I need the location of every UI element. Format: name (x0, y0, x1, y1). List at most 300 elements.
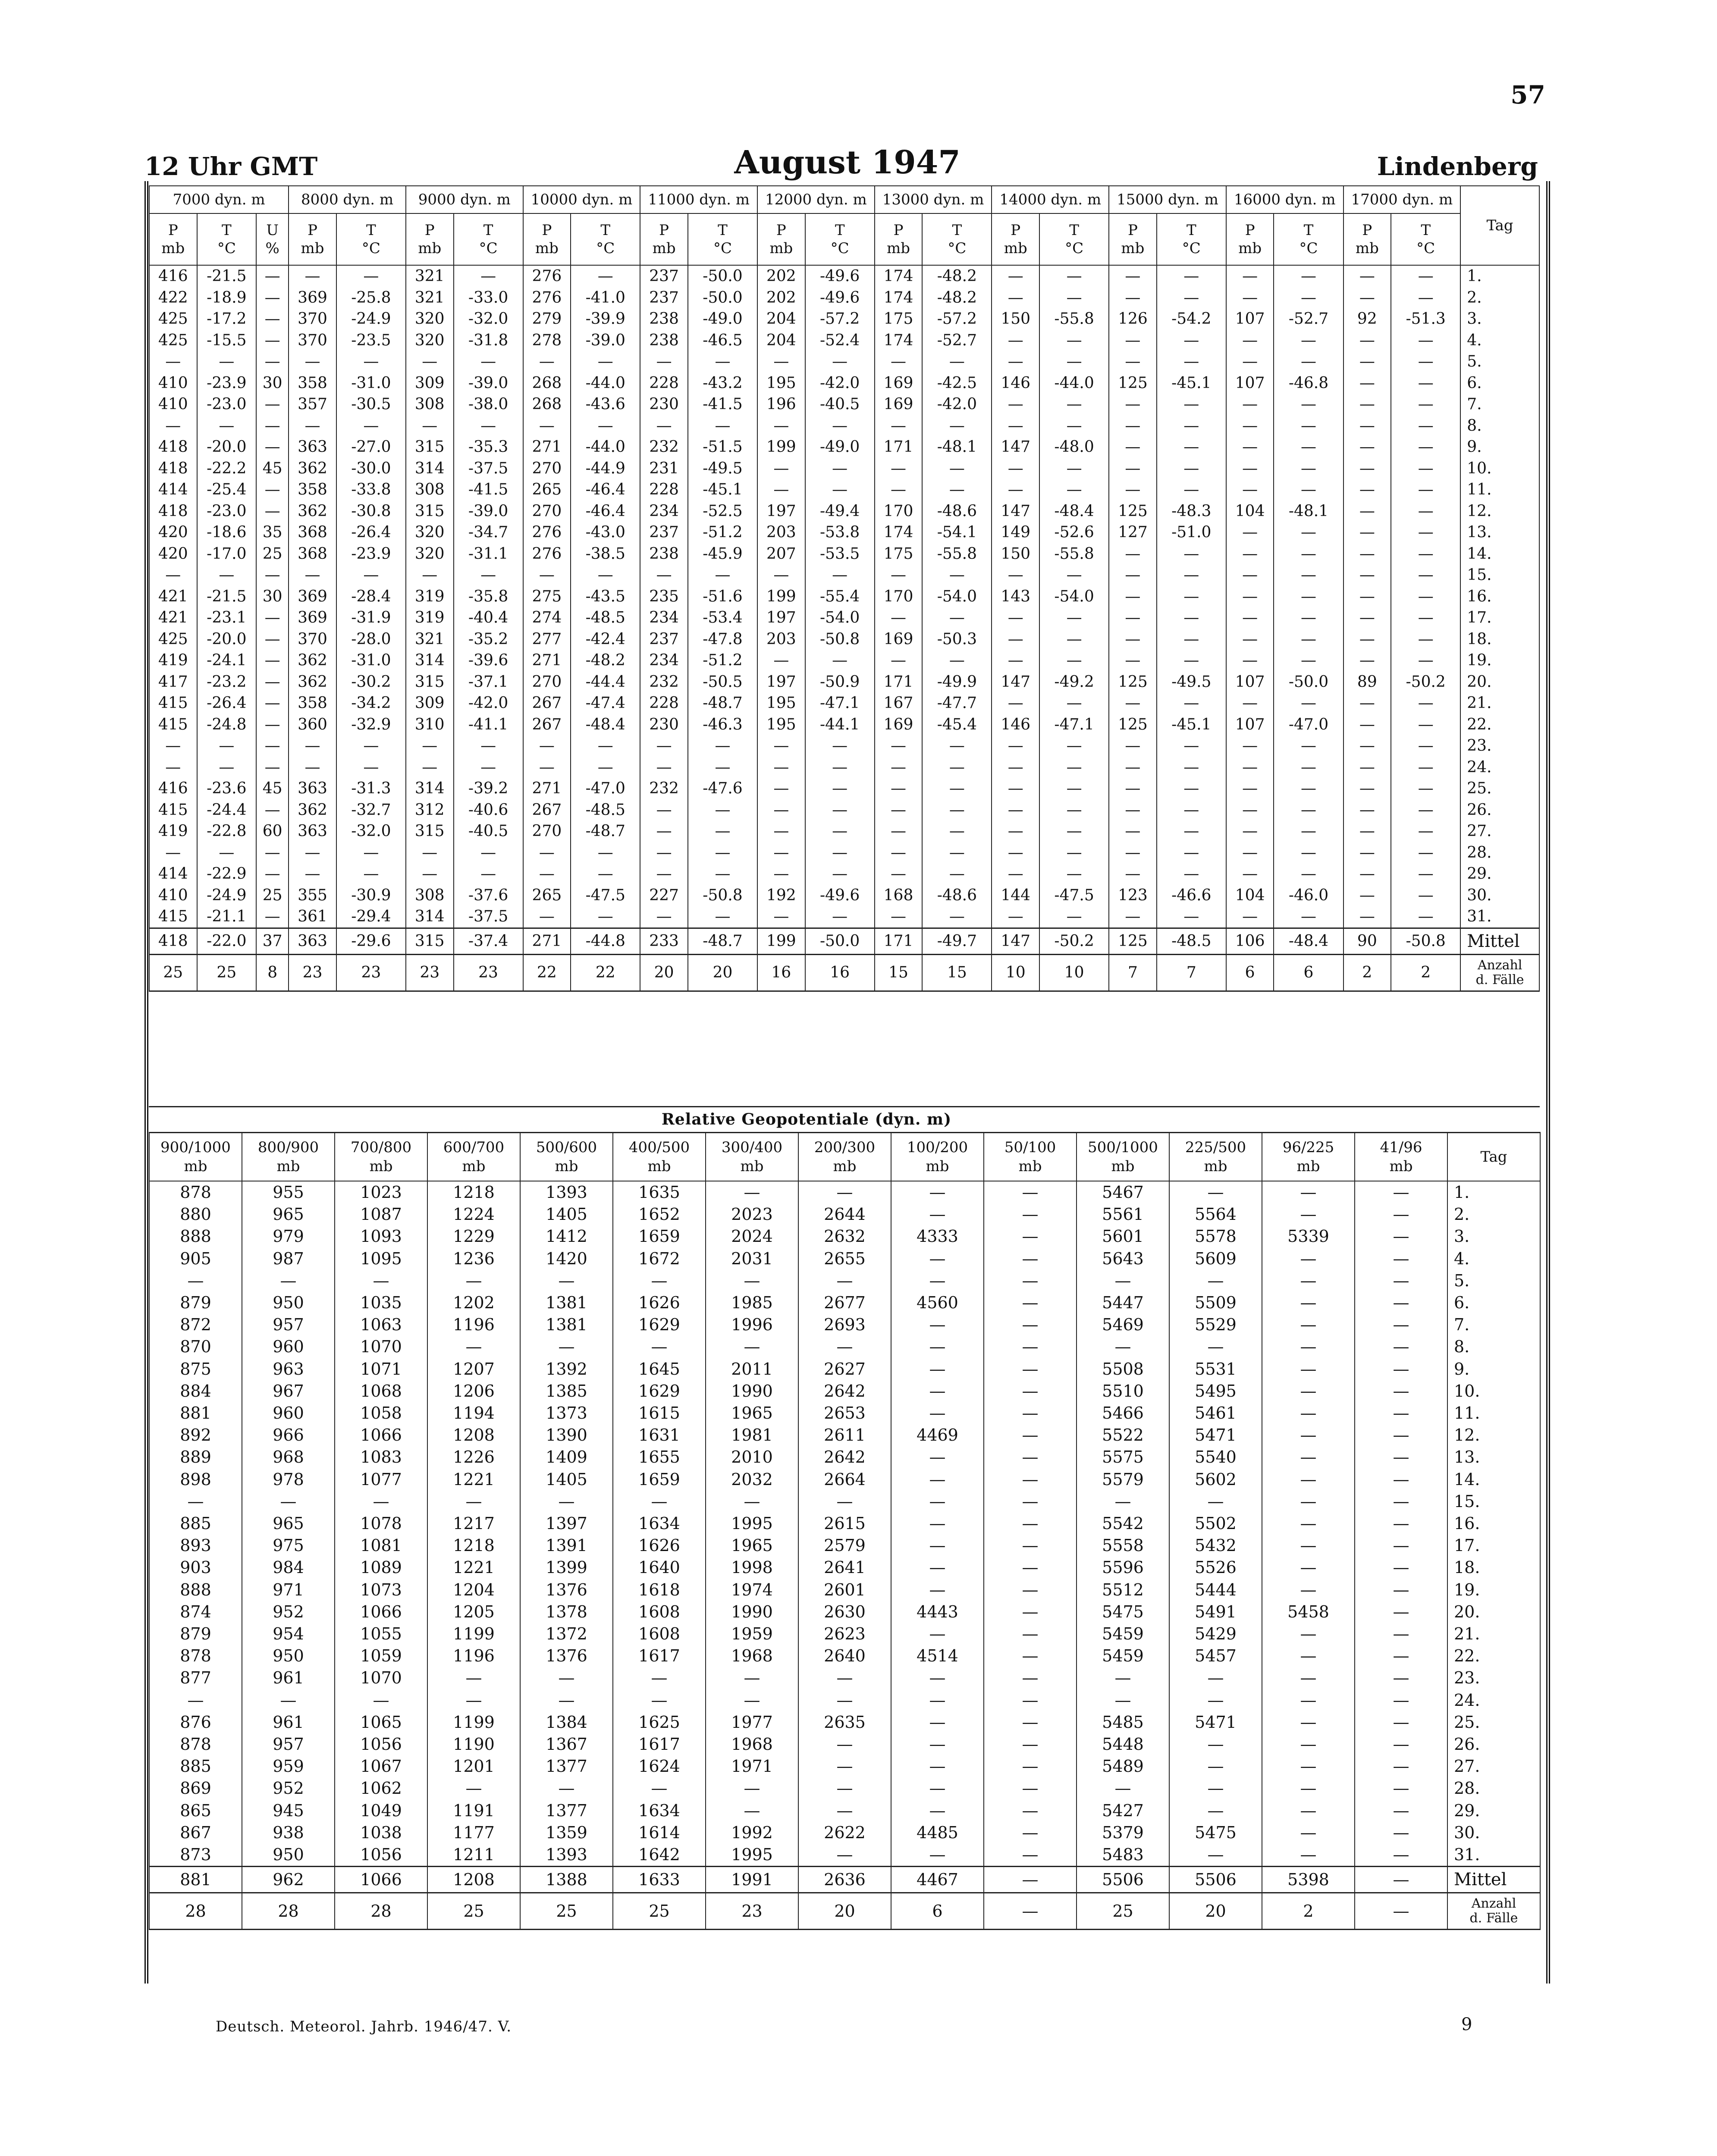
value-cell: — (1226, 650, 1274, 671)
value-cell: — (336, 415, 406, 437)
humidity-col-header-line1: U (266, 222, 279, 239)
value-cell: 146 (992, 714, 1039, 736)
value-cell: 274 (523, 607, 571, 629)
value-cell: — (891, 1469, 984, 1491)
value-cell: 884 (149, 1380, 242, 1402)
value-cell: 1190 (427, 1733, 520, 1755)
value-cell: 202 (757, 287, 805, 309)
value-cell: — (757, 650, 805, 671)
value-cell: -55.8 (1039, 543, 1109, 565)
value-cell: — (613, 1777, 706, 1799)
value-cell: 1625 (613, 1711, 706, 1733)
value-cell: -50.0 (688, 287, 757, 309)
pressure-col-header-line1: P (168, 222, 178, 239)
value-cell: -43.6 (571, 394, 640, 415)
count-cell: 6 (891, 1893, 984, 1930)
table-row (149, 693, 1539, 714)
count-cell: 16 (805, 954, 875, 991)
table-row (149, 757, 1539, 778)
layer-col-header (706, 1133, 798, 1181)
value-cell: — (992, 757, 1039, 778)
value-cell: — (1343, 842, 1391, 864)
value-cell: 1205 (427, 1601, 520, 1623)
value-cell: — (1343, 735, 1391, 757)
value-cell: 315 (406, 821, 454, 842)
value-cell: — (256, 330, 289, 351)
count-cell: 20 (798, 1893, 891, 1930)
value-cell: 1968 (706, 1645, 798, 1667)
value-cell: 417 (149, 671, 197, 693)
value-cell: 146 (992, 373, 1039, 394)
mean-cell: -48.7 (688, 928, 757, 954)
value-cell: — (688, 906, 757, 928)
value-cell: — (1274, 564, 1343, 586)
value-cell: — (256, 351, 289, 373)
value-cell: 204 (757, 308, 805, 330)
value-cell: — (1343, 373, 1391, 394)
value-cell: — (1109, 436, 1157, 458)
value-cell: — (640, 351, 688, 373)
temperature-col-header-line1: T (835, 222, 845, 239)
value-cell: — (197, 564, 256, 586)
value-cell: — (984, 1513, 1077, 1535)
value-cell: -23.6 (197, 778, 256, 799)
table-row (149, 479, 1539, 501)
value-cell: — (875, 842, 923, 864)
value-cell: 1624 (613, 1755, 706, 1777)
value-cell: 1229 (427, 1225, 520, 1247)
value-cell: — (640, 415, 688, 437)
count-cell: 25 (613, 1893, 706, 1930)
value-cell: -44.0 (1039, 373, 1109, 394)
value-cell: — (1157, 458, 1226, 479)
value-cell: 270 (523, 671, 571, 693)
value-cell: 1083 (335, 1446, 427, 1468)
pressure-col-header-line1: P (659, 222, 669, 239)
value-cell: — (1343, 799, 1391, 821)
pressure-col-header (523, 213, 571, 265)
value-cell: -46.4 (571, 501, 640, 522)
value-cell: — (1169, 1800, 1262, 1822)
value-cell: -18.9 (197, 287, 256, 309)
value-cell: — (875, 735, 923, 757)
value-cell: — (1226, 607, 1274, 629)
header-station: Lindenberg (1377, 152, 1538, 181)
value-cell: 147 (992, 501, 1039, 522)
value-cell: — (688, 564, 757, 586)
value-cell: 270 (523, 821, 571, 842)
value-cell: — (922, 757, 992, 778)
value-cell: — (891, 1203, 984, 1225)
value-cell: 144 (992, 885, 1039, 906)
value-cell: — (1391, 906, 1460, 928)
value-cell: — (1274, 863, 1343, 885)
value-cell: 2611 (798, 1424, 891, 1446)
value-cell: — (891, 1380, 984, 1402)
value-cell: 5643 (1077, 1248, 1169, 1270)
value-cell: 968 (242, 1446, 335, 1468)
value-cell: 955 (242, 1181, 335, 1203)
value-cell: — (1077, 1491, 1169, 1513)
value-cell: — (406, 863, 454, 885)
value-cell: 957 (242, 1314, 335, 1336)
value-cell: -51.0 (1157, 522, 1226, 543)
value-cell: — (256, 607, 289, 629)
value-cell: 5475 (1077, 1601, 1169, 1623)
value-cell: -40.6 (454, 799, 523, 821)
value-cell: 1376 (520, 1645, 613, 1667)
value-cell: 308 (406, 885, 454, 906)
mean-cell: -37.4 (454, 928, 523, 954)
layer-col-header-line1: 500/1000 (1088, 1139, 1158, 1156)
value-cell: 1206 (427, 1380, 520, 1402)
value-cell: 2640 (798, 1645, 891, 1667)
count-cell: 10 (992, 954, 1039, 991)
table-row (149, 629, 1539, 650)
value-cell: — (1157, 906, 1226, 928)
value-cell: — (891, 1844, 984, 1867)
value-cell: — (1391, 735, 1460, 757)
pressure-col-header-line2: mb (1355, 240, 1379, 257)
value-cell: 168 (875, 885, 923, 906)
value-cell: 5461 (1169, 1402, 1262, 1424)
value-cell: — (922, 458, 992, 479)
value-cell: — (197, 757, 256, 778)
value-cell: 4485 (891, 1822, 984, 1844)
value-cell: -48.2 (571, 650, 640, 671)
value-cell: — (335, 1491, 427, 1513)
value-cell: — (984, 1292, 1077, 1314)
layer-col-header (427, 1133, 520, 1181)
value-cell: 892 (149, 1424, 242, 1446)
value-cell: — (1262, 1557, 1355, 1579)
value-cell: 878 (149, 1645, 242, 1667)
geopotential-table (149, 1132, 1541, 1930)
value-cell: — (149, 415, 197, 437)
mean-cell: 171 (875, 928, 923, 954)
value-cell: — (1391, 799, 1460, 821)
pressure-col-header-line2: mb (301, 240, 324, 257)
value-cell: 1393 (520, 1844, 613, 1867)
value-cell: — (875, 906, 923, 928)
value-cell: 2632 (798, 1225, 891, 1247)
value-cell: -52.6 (1039, 522, 1109, 543)
value-cell: 169 (875, 714, 923, 736)
value-cell: -47.1 (805, 693, 875, 714)
value-cell: — (1157, 821, 1226, 842)
value-cell: -17.2 (197, 308, 256, 330)
layer-col-header-line2: mb (184, 1158, 207, 1175)
value-cell: — (1274, 799, 1343, 821)
value-cell: 1066 (335, 1601, 427, 1623)
value-cell: 5483 (1077, 1844, 1169, 1867)
temperature-col-header-line1: T (1186, 222, 1196, 239)
value-cell: — (1262, 1844, 1355, 1867)
value-cell: -41.1 (454, 714, 523, 736)
value-cell: — (1355, 1645, 1447, 1667)
day-cell: 9. (1460, 436, 1539, 458)
value-cell: — (984, 1844, 1077, 1867)
value-cell: 2024 (706, 1225, 798, 1247)
mean-cell: -48.4 (1274, 928, 1343, 954)
layer-col-header-line1: 500/600 (536, 1139, 597, 1156)
mean-cell: -48.5 (1157, 928, 1226, 954)
value-cell: -23.5 (336, 330, 406, 351)
layer-col-header-line2: mb (555, 1158, 578, 1175)
value-cell: — (992, 821, 1039, 842)
value-cell: 1191 (427, 1800, 520, 1822)
temperature-col-header-line1: T (600, 222, 611, 239)
value-cell: — (613, 1336, 706, 1358)
value-cell: 1977 (706, 1711, 798, 1733)
value-cell: — (1169, 1491, 1262, 1513)
value-cell: 321 (406, 265, 454, 287)
value-cell: — (757, 906, 805, 928)
count-cell: 25 (520, 1893, 613, 1930)
temperature-col-header-line2: °C (830, 240, 849, 257)
value-cell: — (1226, 821, 1274, 842)
value-cell: 5471 (1169, 1424, 1262, 1446)
value-cell: 410 (149, 885, 197, 906)
tag-header: Tag (1460, 186, 1539, 265)
value-cell: -23.0 (197, 394, 256, 415)
value-cell: -49.5 (1157, 671, 1226, 693)
value-cell: 419 (149, 650, 197, 671)
value-cell: 150 (992, 308, 1039, 330)
value-cell: -50.9 (805, 671, 875, 693)
value-cell: -44.0 (571, 373, 640, 394)
value-cell: -44.0 (571, 436, 640, 458)
value-cell: -52.5 (688, 501, 757, 522)
value-cell: 92 (1343, 308, 1391, 330)
value-cell: — (427, 1336, 520, 1358)
value-cell: 1089 (335, 1557, 427, 1579)
day-cell: 7. (1460, 394, 1539, 415)
value-cell: — (1274, 394, 1343, 415)
value-cell: -23.1 (197, 607, 256, 629)
table-row (149, 436, 1539, 458)
value-cell: — (571, 415, 640, 437)
value-cell: — (757, 778, 805, 799)
value-cell: 1655 (613, 1446, 706, 1468)
table-row (149, 1181, 1540, 1203)
value-cell: — (992, 629, 1039, 650)
day-cell: 19. (1447, 1579, 1540, 1601)
value-cell: 277 (523, 629, 571, 650)
day-cell: 22. (1460, 714, 1539, 736)
value-cell: — (891, 1623, 984, 1645)
value-cell: — (1274, 543, 1343, 565)
day-cell: 19. (1460, 650, 1539, 671)
upper-table-body (149, 265, 1539, 928)
value-cell: — (891, 1491, 984, 1513)
value-cell: — (1262, 1181, 1355, 1203)
value-cell: — (891, 1513, 984, 1535)
value-cell: 893 (149, 1535, 242, 1557)
value-cell: 5540 (1169, 1446, 1262, 1468)
value-cell: -32.0 (454, 308, 523, 330)
value-cell: 202 (757, 265, 805, 287)
value-cell: — (798, 1270, 891, 1292)
value-cell: — (805, 778, 875, 799)
value-cell: — (1157, 863, 1226, 885)
value-cell: -54.0 (1039, 586, 1109, 608)
value-cell: 276 (523, 265, 571, 287)
count-cell: — (984, 1893, 1077, 1930)
value-cell: 1359 (520, 1822, 613, 1844)
value-cell: -45.1 (1157, 714, 1226, 736)
value-cell: — (640, 799, 688, 821)
day-cell: 5. (1447, 1270, 1540, 1292)
value-cell: 1196 (427, 1645, 520, 1667)
value-cell: -20.0 (197, 436, 256, 458)
value-cell: 360 (289, 714, 336, 736)
value-cell: — (1039, 607, 1109, 629)
value-cell: 1990 (706, 1601, 798, 1623)
day-cell: 28. (1460, 842, 1539, 864)
count-cell: 25 (427, 1893, 520, 1930)
value-cell: 319 (406, 607, 454, 629)
value-cell: 1066 (335, 1424, 427, 1446)
value-cell: -21.1 (197, 906, 256, 928)
value-cell: — (706, 1491, 798, 1513)
day-cell: 26. (1460, 799, 1539, 821)
value-cell: 1640 (613, 1557, 706, 1579)
value-cell: -44.1 (805, 714, 875, 736)
day-cell: 31. (1460, 906, 1539, 928)
value-cell: — (1039, 863, 1109, 885)
layer-col-header (242, 1133, 335, 1181)
value-cell: — (1355, 1667, 1447, 1689)
value-cell: — (1039, 799, 1109, 821)
value-cell: 267 (523, 799, 571, 821)
value-cell: — (523, 842, 571, 864)
day-cell: 18. (1460, 629, 1539, 650)
value-cell: — (1391, 330, 1460, 351)
value-cell: -24.9 (197, 885, 256, 906)
value-cell: -38.0 (454, 394, 523, 415)
value-cell: — (256, 799, 289, 821)
value-cell: 1634 (613, 1513, 706, 1535)
lower-table-body (149, 1181, 1540, 1867)
value-cell: 2615 (798, 1513, 891, 1535)
value-cell: — (523, 906, 571, 928)
value-cell: 5596 (1077, 1557, 1169, 1579)
layer-col-header-line1: 41/96 (1380, 1139, 1422, 1156)
value-cell: — (197, 415, 256, 437)
table-row (149, 842, 1539, 864)
value-cell: — (256, 415, 289, 437)
table-row (149, 1601, 1540, 1623)
value-cell: 1672 (613, 1248, 706, 1270)
layer-col-header (520, 1133, 613, 1181)
value-cell: — (992, 394, 1039, 415)
value-cell: 237 (640, 522, 688, 543)
value-cell: — (256, 308, 289, 330)
level-group-header: 10000 dyn. m (523, 186, 640, 213)
value-cell: 5466 (1077, 1402, 1169, 1424)
value-cell: — (688, 863, 757, 885)
value-cell: 425 (149, 330, 197, 351)
value-cell: — (688, 735, 757, 757)
count-cell: 23 (454, 954, 523, 991)
value-cell: — (1077, 1270, 1169, 1292)
temperature-col-header-line1: T (718, 222, 728, 239)
level-group-header: 16000 dyn. m (1226, 186, 1343, 213)
value-cell: — (798, 1844, 891, 1867)
count-cell: 6 (1226, 954, 1274, 991)
value-cell: 315 (406, 436, 454, 458)
value-cell: — (1355, 1601, 1447, 1623)
value-cell: — (805, 564, 875, 586)
value-cell: -53.4 (688, 607, 757, 629)
value-cell: 237 (640, 265, 688, 287)
value-cell: — (520, 1689, 613, 1711)
day-cell: 3. (1447, 1225, 1540, 1247)
value-cell: — (1343, 287, 1391, 309)
value-cell: — (520, 1336, 613, 1358)
value-cell: 1038 (335, 1822, 427, 1844)
mean-cell: 1066 (335, 1867, 427, 1893)
value-cell: — (984, 1733, 1077, 1755)
value-cell: 104 (1226, 885, 1274, 906)
table-row (149, 1225, 1540, 1247)
layer-col-header-line2: mb (1296, 1158, 1320, 1175)
value-cell: -33.8 (336, 479, 406, 501)
value-cell: — (1039, 778, 1109, 799)
value-cell: 5579 (1077, 1469, 1169, 1491)
value-cell: -40.5 (805, 394, 875, 415)
value-cell: — (336, 863, 406, 885)
value-cell: -24.9 (336, 308, 406, 330)
value-cell: — (1226, 436, 1274, 458)
value-cell: — (242, 1270, 335, 1292)
value-cell: 5542 (1077, 1513, 1169, 1535)
value-cell: — (1262, 1513, 1355, 1535)
value-cell: 1065 (335, 1711, 427, 1733)
value-cell: 1631 (613, 1424, 706, 1446)
value-cell: 315 (406, 671, 454, 693)
value-cell: 207 (757, 543, 805, 565)
count-cell: 22 (523, 954, 571, 991)
value-cell: -48.4 (571, 714, 640, 736)
humidity-col-header-line2: % (265, 240, 279, 257)
value-cell: 1412 (520, 1225, 613, 1247)
value-cell: 195 (757, 373, 805, 394)
value-cell: 355 (289, 885, 336, 906)
value-cell: — (1226, 522, 1274, 543)
value-cell: -44.4 (571, 671, 640, 693)
value-cell: — (1274, 479, 1343, 501)
value-cell: 954 (242, 1623, 335, 1645)
mean-cell: 125 (1109, 928, 1157, 954)
value-cell: -49.0 (805, 436, 875, 458)
value-cell: — (149, 735, 197, 757)
value-cell: 237 (640, 629, 688, 650)
value-cell: 5459 (1077, 1623, 1169, 1645)
pressure-col-header-line1: P (308, 222, 317, 239)
value-cell: -23.9 (336, 543, 406, 565)
value-cell: 425 (149, 308, 197, 330)
value-cell: — (1274, 906, 1343, 928)
value-cell: -24.8 (197, 714, 256, 736)
value-cell: — (1355, 1491, 1447, 1513)
value-cell: — (1274, 842, 1343, 864)
value-cell: 905 (149, 1248, 242, 1270)
table-row (149, 265, 1539, 287)
value-cell: 950 (242, 1645, 335, 1667)
value-cell: — (640, 842, 688, 864)
